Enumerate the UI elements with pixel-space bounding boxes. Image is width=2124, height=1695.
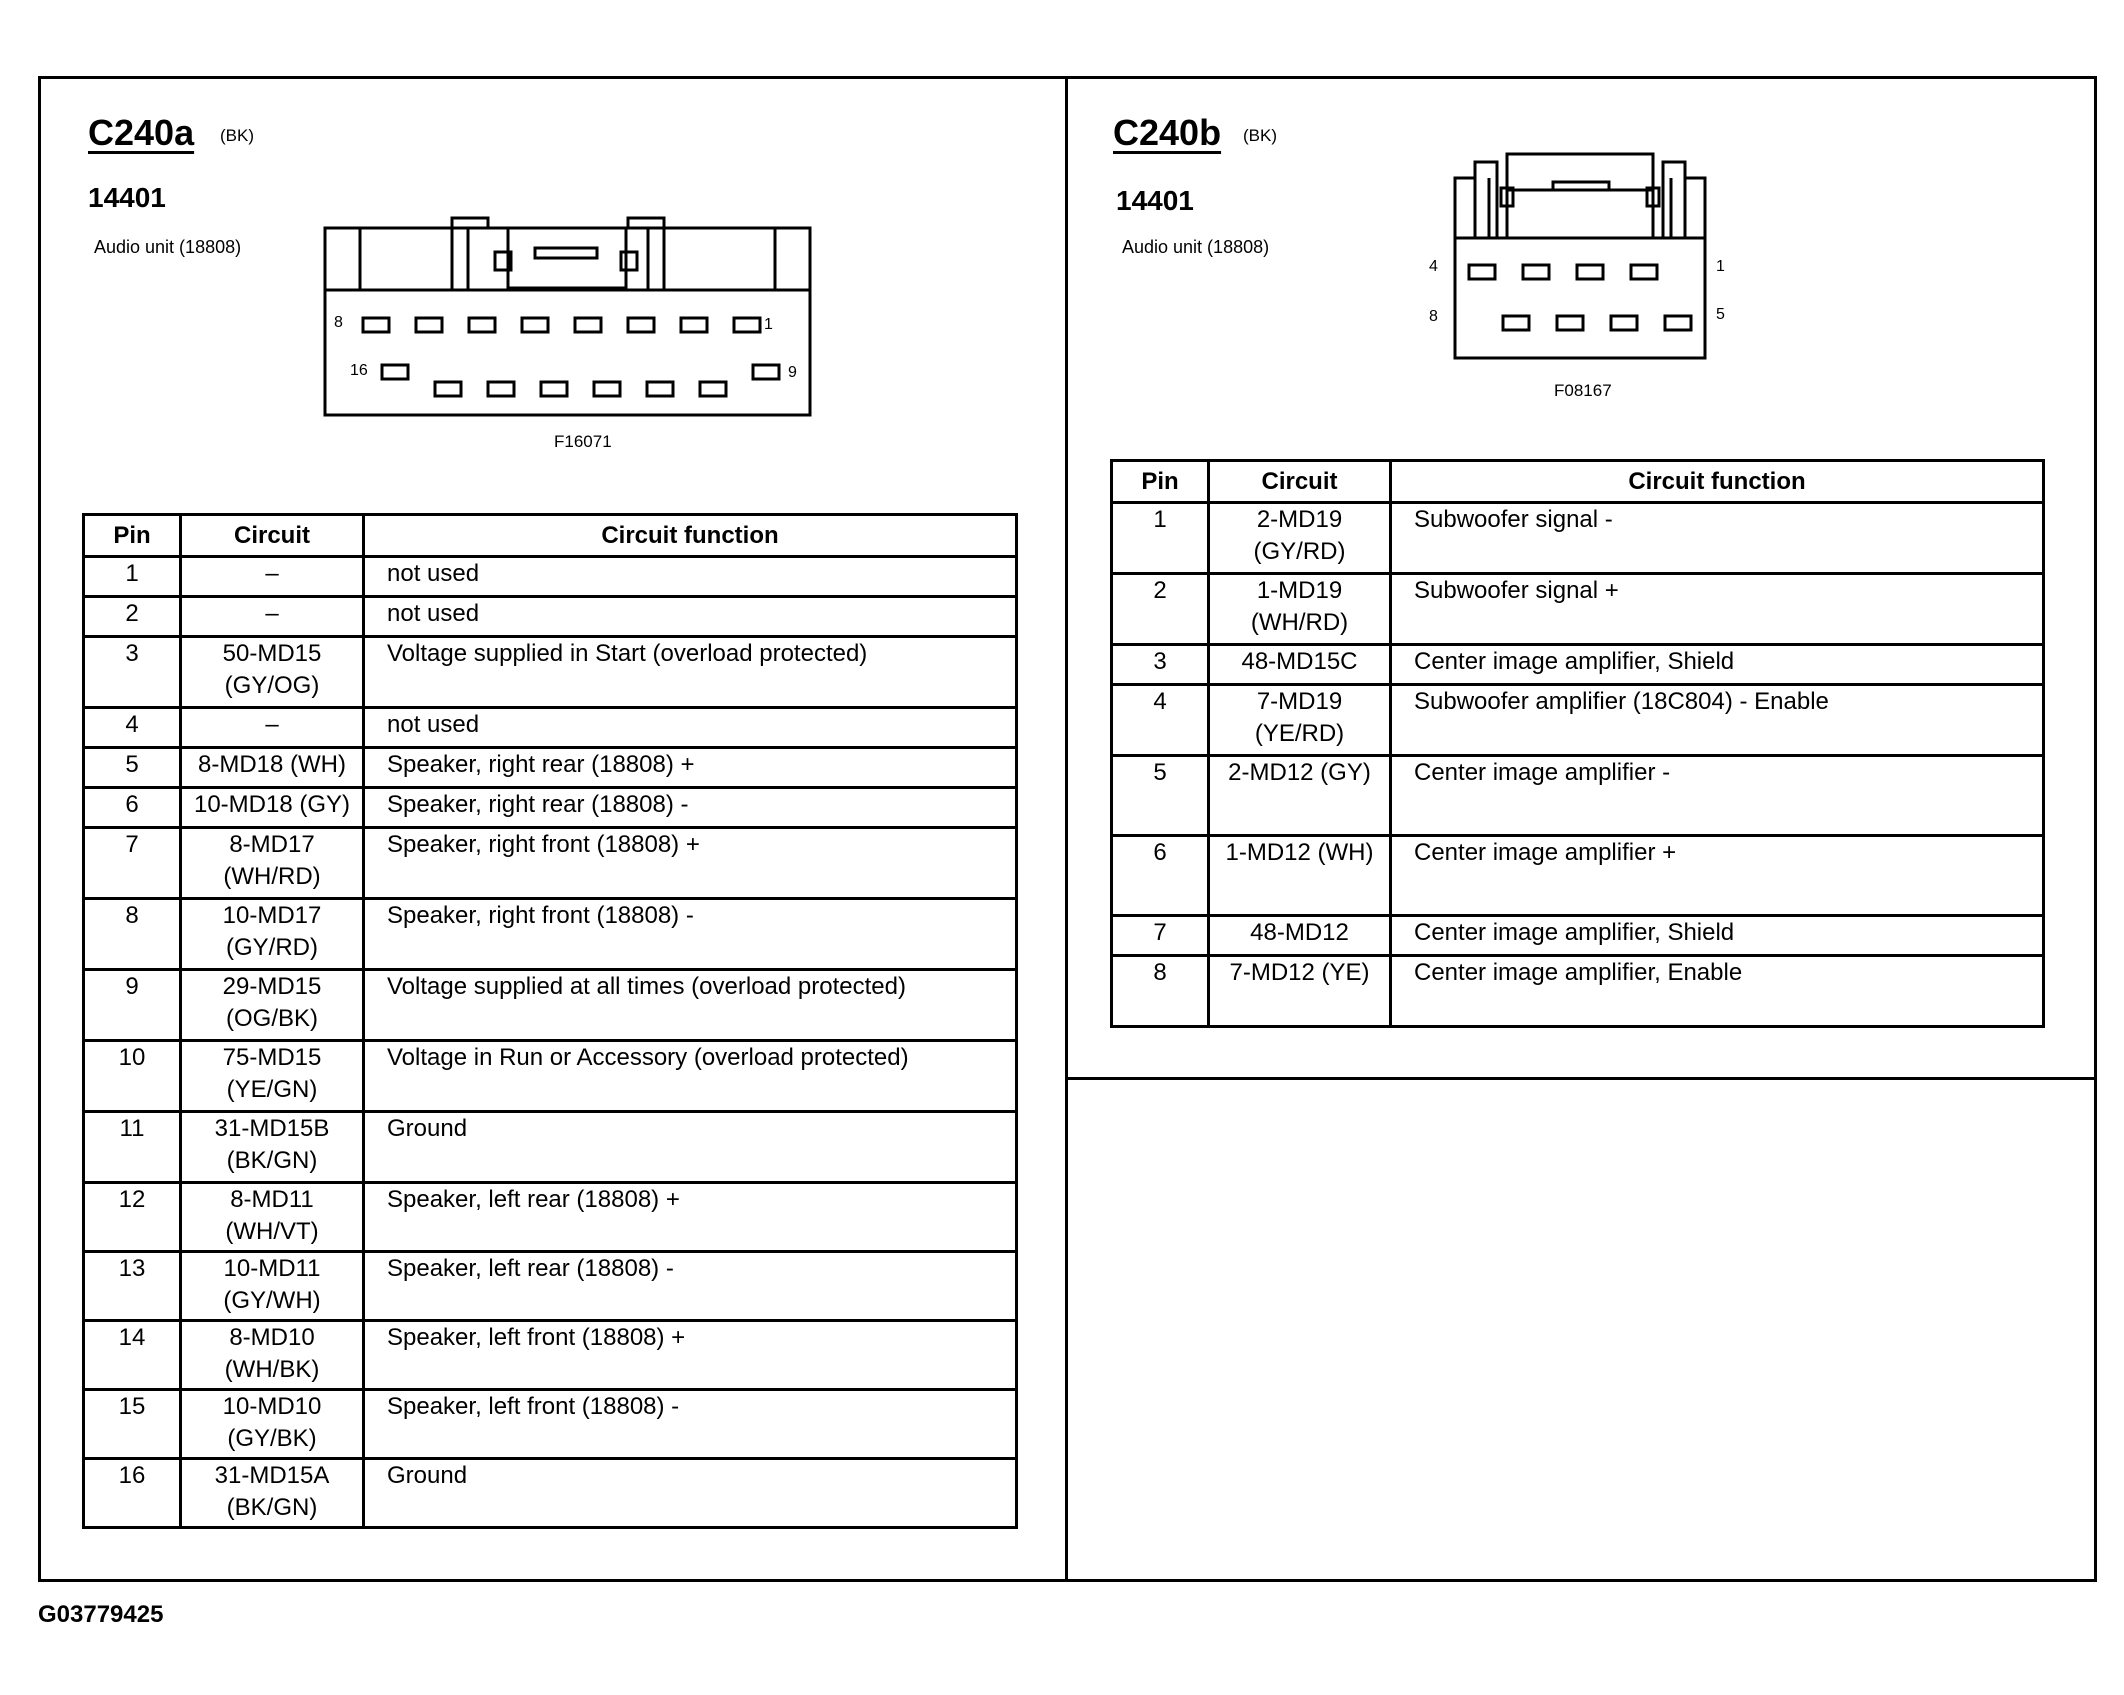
pin-label-1: 1 [1716,258,1725,275]
function-cell: Voltage supplied in Start (overload protected) [364,637,1017,708]
pin-row-top [363,318,760,332]
table-row [84,1112,1017,1183]
pin-label-9: 9 [788,364,797,381]
header-pin: Pin [1112,461,1209,503]
pin-row-top [1469,265,1657,279]
circuit-cell: – [181,557,364,597]
table-row [84,970,1017,1041]
function-cell: Ground [364,1112,1017,1183]
table-row [1112,503,2044,574]
pin-cell: 3 [84,637,181,708]
table-row [84,899,1017,970]
circuit-cell: 1-MD12 (WH) [1209,836,1391,916]
pin-cell: 2 [84,597,181,637]
circuit-cell: 8-MD11 (WH/VT) [181,1183,364,1252]
table-row [84,1183,1017,1252]
table-row [84,1252,1017,1321]
table-row [84,828,1017,899]
function-cell: Speaker, left front (18808) - [364,1390,1017,1459]
function-cell: not used [364,557,1017,597]
circuit-cell: 10-MD18 (GY) [181,788,364,828]
table-row [1112,574,2044,645]
circuit-cell: 2-MD12 (GY) [1209,756,1391,836]
pin-table [82,513,1018,1529]
pin-row-bottom [1503,316,1691,330]
pin-cell: 5 [84,748,181,788]
pin-cell: 8 [1112,956,1209,1027]
table-row [84,788,1017,828]
circuit-cell: 2-MD19 (GY/RD) [1209,503,1391,574]
pin-label-5: 5 [1716,306,1725,323]
pin-cell: 9 [84,970,181,1041]
pin-cell: 10 [84,1041,181,1112]
circuit-cell: 29-MD15 (OG/BK) [181,970,364,1041]
circuit-cell: 48-MD12 [1209,916,1391,956]
table-row [84,708,1017,748]
function-cell: Speaker, right front (18808) - [364,899,1017,970]
pin-cell: 6 [1112,836,1209,916]
circuit-cell: 31-MD15A (BK/GN) [181,1459,364,1528]
function-cell: Subwoofer signal - [1391,503,2044,574]
table-row [84,748,1017,788]
connector-title: C240b [1113,112,1222,153]
footer-id: G03779425 [38,1601,164,1628]
pin-cell: 7 [1112,916,1209,956]
pin-cell: 4 [84,708,181,748]
table-row [84,637,1017,708]
function-cell: Voltage supplied at all times (overload protected) [364,970,1017,1041]
connector-color: (BK) [220,126,254,145]
function-cell: Speaker, right front (18808) + [364,828,1017,899]
pin-label-4: 4 [1429,258,1438,275]
circuit-cell: 31-MD15B (BK/GN) [181,1112,364,1183]
pin-cell: 2 [1112,574,1209,645]
connector-color: (BK) [1243,126,1277,145]
function-cell: Center image amplifier, Enable [1391,956,2044,1027]
function-cell: Center image amplifier, Shield [1391,645,2044,685]
function-cell: Speaker, left rear (18808) - [364,1252,1017,1321]
table-row [84,1321,1017,1390]
pin-label-8: 8 [1429,308,1438,325]
pin-label-16: 16 [350,362,368,379]
function-cell: Center image amplifier + [1391,836,2044,916]
circuit-cell: 8-MD10 (WH/BK) [181,1321,364,1390]
pin-cell: 5 [1112,756,1209,836]
function-cell: Ground [364,1459,1017,1528]
function-cell: not used [364,708,1017,748]
figure-id: F08167 [1554,381,1612,400]
table-header-row [1112,461,2044,503]
pin-cell: 1 [1112,503,1209,574]
table-row [1112,645,2044,685]
header-circuit: Circuit [1209,461,1391,503]
function-cell: Center image amplifier, Shield [1391,916,2044,956]
pin-cell: 16 [84,1459,181,1528]
pin-cell: 8 [84,899,181,970]
function-cell: Voltage in Run or Accessory (overload protected) [364,1041,1017,1112]
connector-diagram [1445,150,1715,365]
table-row [1112,916,2044,956]
circuit-cell: 8-MD17 (WH/RD) [181,828,364,899]
pin-cell: 6 [84,788,181,828]
part-number: 14401 [88,182,166,213]
function-cell: Center image amplifier - [1391,756,2044,836]
function-cell: Speaker, left front (18808) + [364,1321,1017,1390]
table-row [84,557,1017,597]
circuit-cell: 50-MD15 (GY/OG) [181,637,364,708]
circuit-cell: 7-MD12 (YE) [1209,956,1391,1027]
circuit-cell: 10-MD11 (GY/WH) [181,1252,364,1321]
pin-cell: 3 [1112,645,1209,685]
circuit-cell: 8-MD18 (WH) [181,748,364,788]
function-cell: Subwoofer signal + [1391,574,2044,645]
pin-cell: 11 [84,1112,181,1183]
pin-label-8: 8 [334,314,343,331]
component-name: Audio unit (18808) [1122,237,1270,257]
circuit-cell: 7-MD19 (YE/RD) [1209,685,1391,756]
right-lower-panel-frame [1065,1077,2097,1582]
table-row [84,597,1017,637]
circuit-cell: – [181,597,364,637]
pin-table [1110,459,2045,1028]
component-name: Audio unit (18808) [94,237,242,257]
table-row [1112,756,2044,836]
connector-title: C240a [88,112,195,153]
table-row [1112,956,2044,1027]
pin-cell: 7 [84,828,181,899]
circuit-cell: 1-MD19 (WH/RD) [1209,574,1391,645]
circuit-cell: 10-MD10 (GY/BK) [181,1390,364,1459]
pin-cell: 12 [84,1183,181,1252]
table-row [84,1459,1017,1528]
circuit-cell: 48-MD15C [1209,645,1391,685]
table-row [84,1390,1017,1459]
pin-cell: 1 [84,557,181,597]
part-number: 14401 [1116,185,1194,216]
function-cell: Speaker, right rear (18808) + [364,748,1017,788]
header-circuit: Circuit [181,515,364,557]
function-cell: not used [364,597,1017,637]
header-pin: Pin [84,515,181,557]
figure-id: F16071 [554,432,612,451]
pin-cell: 13 [84,1252,181,1321]
pin-cell: 14 [84,1321,181,1390]
pin-cell: 4 [1112,685,1209,756]
table-header-row [84,515,1017,557]
header-function: Circuit function [364,515,1017,557]
header-function: Circuit function [1391,461,2044,503]
circuit-cell: – [181,708,364,748]
circuit-cell: 10-MD17 (GY/RD) [181,899,364,970]
pin-row-bottom [382,365,779,396]
table-row [84,1041,1017,1112]
table-row [1112,685,2044,756]
connector-diagram [320,210,820,430]
circuit-cell: 75-MD15 (YE/GN) [181,1041,364,1112]
table-row [1112,836,2044,916]
pin-cell: 15 [84,1390,181,1459]
pin-label-1: 1 [764,316,773,333]
function-cell: Speaker, right rear (18808) - [364,788,1017,828]
function-cell: Subwoofer amplifier (18C804) - Enable [1391,685,2044,756]
function-cell: Speaker, left rear (18808) + [364,1183,1017,1252]
